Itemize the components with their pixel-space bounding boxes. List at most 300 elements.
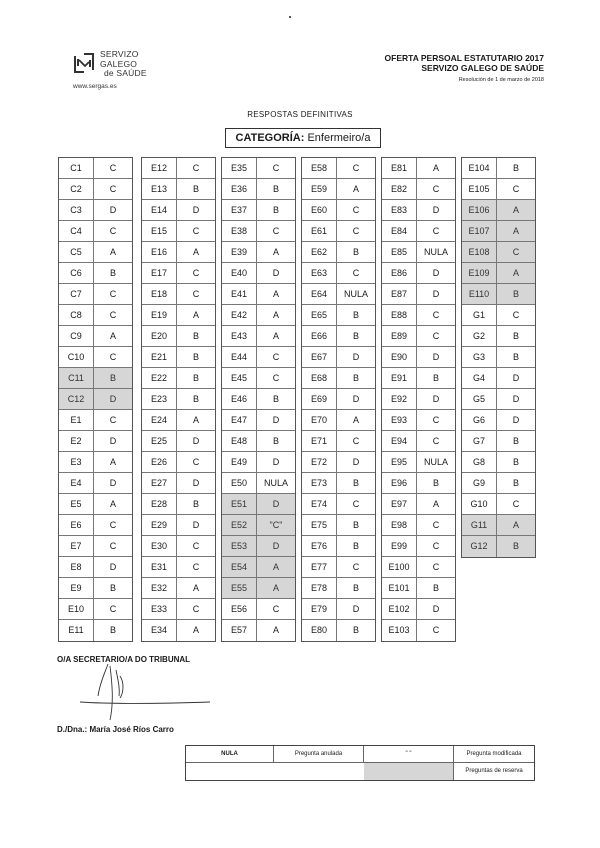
- answer-value: A: [497, 263, 535, 283]
- answer-column: [221, 157, 296, 642]
- answer-row: [382, 599, 455, 620]
- answer-row: [302, 578, 375, 599]
- answer-row: [142, 326, 215, 347]
- answer-row: [382, 284, 455, 305]
- question-number: E48: [222, 431, 257, 451]
- answer-value: D: [352, 394, 360, 404]
- answer-row: [222, 389, 295, 410]
- answer-row: [302, 326, 375, 347]
- answer-value: NULA: [423, 457, 448, 467]
- answer-value: D: [272, 415, 280, 425]
- answer-value: B: [352, 478, 359, 488]
- answer-value: C: [352, 268, 360, 278]
- answer-value: C: [432, 331, 440, 341]
- question-number: E29: [142, 515, 177, 535]
- answer-row: [142, 494, 215, 515]
- answer-value: D: [512, 373, 520, 383]
- answer-value: C: [109, 310, 117, 320]
- question-number: E61: [302, 221, 337, 241]
- answer-value: C: [109, 415, 117, 425]
- answer-value: B: [512, 478, 519, 488]
- question-number: E83: [382, 200, 417, 220]
- answer-row: [222, 599, 295, 620]
- answer-value: A: [272, 331, 279, 341]
- question-number: E32: [142, 578, 177, 598]
- question-number: E19: [142, 305, 177, 325]
- question-number: E44: [222, 347, 257, 367]
- answer-value: B: [192, 394, 199, 404]
- answer-value: D: [192, 520, 200, 530]
- answer-row: [462, 263, 535, 284]
- answer-row: [142, 158, 215, 179]
- answer-value: C: [109, 226, 117, 236]
- answer-row: [59, 263, 132, 284]
- question-number: E41: [222, 284, 257, 304]
- answer-row: [222, 200, 295, 221]
- answer-value: D: [432, 268, 440, 278]
- answer-row: [302, 158, 375, 179]
- question-number: E31: [142, 557, 177, 577]
- question-number: E97: [382, 494, 417, 514]
- logo-line1: SERVIZO: [100, 49, 139, 59]
- answer-value: B: [109, 583, 116, 593]
- answer-row: [59, 536, 132, 557]
- answer-row: [222, 536, 295, 557]
- question-number: E6: [59, 515, 94, 535]
- answer-row: [462, 158, 535, 179]
- question-number: E11: [59, 620, 94, 641]
- answer-value: C: [272, 226, 280, 236]
- answer-row: [59, 515, 132, 536]
- answer-value: B: [352, 625, 359, 635]
- answer-value: C: [352, 499, 360, 509]
- answer-row: [302, 599, 375, 620]
- question-number: E7: [59, 536, 94, 556]
- question-number: G12: [462, 536, 497, 557]
- question-number: E104: [462, 158, 497, 178]
- answer-row: [462, 284, 535, 305]
- answer-row: [382, 473, 455, 494]
- answer-row: [302, 242, 375, 263]
- answer-value: D: [257, 536, 295, 556]
- answer-row: [302, 557, 375, 578]
- answer-row: [142, 242, 215, 263]
- legend-reserve-swatch: [364, 763, 454, 780]
- question-number: C4: [59, 221, 94, 241]
- answer-row: [222, 494, 295, 515]
- answer-row: [142, 431, 215, 452]
- answer-row: [59, 347, 132, 368]
- answer-row: [462, 431, 535, 452]
- answer-row: [382, 263, 455, 284]
- answer-row: [302, 368, 375, 389]
- answer-value: C: [432, 415, 440, 425]
- handwritten-signature: [70, 662, 230, 726]
- question-number: E80: [302, 620, 337, 641]
- question-number: E63: [302, 263, 337, 283]
- question-number: E103: [382, 620, 417, 641]
- answer-row: [222, 242, 295, 263]
- answer-value: D: [432, 352, 440, 362]
- answer-row: [142, 305, 215, 326]
- question-number: E42: [222, 305, 257, 325]
- answer-value: B: [512, 163, 519, 173]
- answer-row: [382, 557, 455, 578]
- answer-value: C: [109, 289, 117, 299]
- question-number: E37: [222, 200, 257, 220]
- question-number: E77: [302, 557, 337, 577]
- question-number: E70: [302, 410, 337, 430]
- answer-row: [142, 410, 215, 431]
- answer-row: [302, 473, 375, 494]
- answer-row: [382, 326, 455, 347]
- question-number: C10: [59, 347, 94, 367]
- answer-row: [302, 221, 375, 242]
- question-number: E50: [222, 473, 257, 493]
- answer-value: C: [432, 541, 440, 551]
- answer-value: B: [192, 373, 199, 383]
- question-number: C1: [59, 158, 94, 178]
- answer-value: A: [352, 184, 359, 194]
- answer-row: [382, 347, 455, 368]
- answer-column: [58, 157, 133, 642]
- question-number: E14: [142, 200, 177, 220]
- answer-value: D: [94, 389, 132, 409]
- question-number: E91: [382, 368, 417, 388]
- answer-value: A: [497, 515, 535, 535]
- answer-value: B: [192, 499, 199, 509]
- answer-value: D: [109, 478, 117, 488]
- answer-value: C: [109, 163, 117, 173]
- answer-row: [382, 452, 455, 473]
- answer-row: [462, 410, 535, 431]
- answer-column: [301, 157, 376, 642]
- question-number: G5: [462, 389, 497, 409]
- answer-row: [222, 305, 295, 326]
- page-subtitle: RESPOSTAS DEFINITIVAS: [247, 110, 353, 119]
- question-number: E17: [142, 263, 177, 283]
- document-header: [385, 53, 544, 85]
- legend-nula-desc: Pregunta anulada: [274, 746, 364, 762]
- legend-mod-mark: " ": [364, 746, 454, 762]
- answer-value: C: [432, 184, 440, 194]
- answer-row: [142, 620, 215, 641]
- question-number: E69: [302, 389, 337, 409]
- answer-row: [142, 389, 215, 410]
- answer-row: [382, 431, 455, 452]
- question-number: E52: [222, 515, 257, 535]
- question-number: E10: [59, 599, 94, 619]
- answer-value: A: [109, 331, 116, 341]
- question-number: G6: [462, 410, 497, 430]
- answer-value: D: [512, 394, 520, 404]
- question-number: E84: [382, 221, 417, 241]
- question-number: E39: [222, 242, 257, 262]
- answer-row: [222, 515, 295, 536]
- answer-value: B: [512, 331, 519, 341]
- answer-row: [302, 389, 375, 410]
- answer-value: B: [352, 583, 359, 593]
- question-number: E66: [302, 326, 337, 346]
- answer-row: [59, 389, 132, 410]
- answer-value: C: [192, 163, 200, 173]
- answer-row: [142, 473, 215, 494]
- answer-value: C: [192, 457, 200, 467]
- answer-row: [222, 347, 295, 368]
- question-number: G9: [462, 473, 497, 493]
- question-number: C2: [59, 179, 94, 199]
- answer-value: C: [109, 541, 117, 551]
- question-number: G3: [462, 347, 497, 367]
- answer-row: [462, 494, 535, 515]
- question-number: E4: [59, 473, 94, 493]
- answer-row: [142, 515, 215, 536]
- question-number: C7: [59, 284, 94, 304]
- answer-value: A: [257, 557, 295, 577]
- answer-value: A: [109, 457, 116, 467]
- answer-row: [382, 242, 455, 263]
- signature-title: O/A SECRETARIO/A DO TRIBUNAL: [57, 655, 191, 664]
- question-number: E79: [302, 599, 337, 619]
- legend-row: [186, 763, 534, 780]
- question-number: E45: [222, 368, 257, 388]
- answer-value: C: [432, 625, 440, 635]
- question-number: E85: [382, 242, 417, 262]
- question-number: E28: [142, 494, 177, 514]
- answer-value: B: [192, 184, 199, 194]
- answer-row: [59, 431, 132, 452]
- answer-row: [142, 284, 215, 305]
- question-number: E81: [382, 158, 417, 178]
- answer-value: A: [192, 247, 199, 257]
- answer-value: D: [109, 562, 117, 572]
- answer-value: C: [497, 242, 535, 262]
- question-number: E87: [382, 284, 417, 304]
- answer-value: B: [109, 268, 116, 278]
- answer-row: [222, 410, 295, 431]
- question-number: E9: [59, 578, 94, 598]
- answer-value: B: [512, 436, 519, 446]
- answer-row: [382, 221, 455, 242]
- question-number: E36: [222, 179, 257, 199]
- answer-value: A: [109, 247, 116, 257]
- answer-row: [59, 284, 132, 305]
- question-number: E30: [142, 536, 177, 556]
- question-number: E60: [302, 200, 337, 220]
- answer-value: A: [257, 578, 295, 598]
- scan-speck: [289, 16, 291, 18]
- answer-value: A: [272, 247, 279, 257]
- answer-row: [222, 557, 295, 578]
- answer-value: D: [257, 494, 295, 514]
- answer-row: [462, 389, 535, 410]
- answer-value: B: [272, 394, 279, 404]
- question-number: E72: [302, 452, 337, 472]
- question-number: E74: [302, 494, 337, 514]
- answer-row: [382, 179, 455, 200]
- question-number: E15: [142, 221, 177, 241]
- question-number: E106: [462, 200, 497, 220]
- answer-value: C: [192, 562, 200, 572]
- answer-row: [59, 620, 132, 641]
- question-number: E1: [59, 410, 94, 430]
- question-number: E75: [302, 515, 337, 535]
- answer-row: [142, 368, 215, 389]
- answer-row: [59, 326, 132, 347]
- answer-value: B: [512, 352, 519, 362]
- question-number: G10: [462, 494, 497, 514]
- answer-row: [142, 557, 215, 578]
- question-number: E27: [142, 473, 177, 493]
- answer-row: [142, 452, 215, 473]
- answer-value: D: [109, 436, 117, 446]
- answer-value: B: [432, 583, 439, 593]
- answer-value: B: [352, 310, 359, 320]
- question-number: E89: [382, 326, 417, 346]
- answer-value: B: [432, 478, 439, 488]
- answer-row: [142, 578, 215, 599]
- answer-row: [59, 599, 132, 620]
- question-number: E56: [222, 599, 257, 619]
- answer-row: [142, 347, 215, 368]
- answer-column: [461, 157, 536, 558]
- question-number: E20: [142, 326, 177, 346]
- question-number: C5: [59, 242, 94, 262]
- answer-row: [59, 410, 132, 431]
- answer-value: B: [352, 373, 359, 383]
- question-number: C6: [59, 263, 94, 283]
- question-number: E49: [222, 452, 257, 472]
- answer-row: [382, 389, 455, 410]
- answer-row: [142, 200, 215, 221]
- question-number: E43: [222, 326, 257, 346]
- question-number: E12: [142, 158, 177, 178]
- question-number: C12: [59, 389, 94, 409]
- logo-text: [100, 50, 147, 79]
- answer-row: [382, 200, 455, 221]
- answer-value: D: [352, 352, 360, 362]
- answer-row: [382, 536, 455, 557]
- answer-value: D: [192, 205, 200, 215]
- answer-value: A: [497, 221, 535, 241]
- question-number: G8: [462, 452, 497, 472]
- answer-row: [382, 158, 455, 179]
- answer-value: A: [432, 499, 439, 509]
- answer-row: [222, 578, 295, 599]
- answer-value: B: [352, 247, 359, 257]
- question-number: E90: [382, 347, 417, 367]
- answer-value: A: [109, 499, 116, 509]
- answer-value: C: [512, 499, 520, 509]
- answer-value: A: [432, 163, 439, 173]
- question-number: C11: [59, 368, 94, 388]
- answer-row: [462, 221, 535, 242]
- signature-name: D./Dna.: María José Ríos Carro: [57, 725, 174, 734]
- header-line2: SERVIZO GALEGO DE SAÚDE: [421, 63, 544, 73]
- question-number: E58: [302, 158, 337, 178]
- question-number: E96: [382, 473, 417, 493]
- answer-value: B: [497, 284, 535, 304]
- answer-value: D: [192, 436, 200, 446]
- answer-value: C: [192, 289, 200, 299]
- answer-value: A: [192, 415, 199, 425]
- question-number: E76: [302, 536, 337, 556]
- answer-row: [222, 368, 295, 389]
- answer-row: [59, 494, 132, 515]
- question-number: E68: [302, 368, 337, 388]
- answer-value: C: [352, 226, 360, 236]
- question-number: E16: [142, 242, 177, 262]
- question-number: E86: [382, 263, 417, 283]
- question-number: E8: [59, 557, 94, 577]
- question-number: E35: [222, 158, 257, 178]
- question-number: E100: [382, 557, 417, 577]
- question-number: E109: [462, 263, 497, 283]
- legend-row: [186, 746, 534, 763]
- question-number: G1: [462, 305, 497, 325]
- answer-value: B: [94, 368, 132, 388]
- answer-value: B: [352, 520, 359, 530]
- question-number: E88: [382, 305, 417, 325]
- answer-column: [381, 157, 456, 642]
- answer-value: D: [272, 268, 280, 278]
- answer-value: A: [272, 289, 279, 299]
- legend-nula: NULA: [186, 746, 274, 762]
- answer-value: C: [432, 520, 440, 530]
- question-number: E18: [142, 284, 177, 304]
- question-number: E67: [302, 347, 337, 367]
- category-value: Enfermeiro/a: [307, 132, 371, 144]
- answer-row: [59, 305, 132, 326]
- answer-row: [142, 221, 215, 242]
- answer-value: D: [432, 205, 440, 215]
- answer-row: [222, 452, 295, 473]
- answer-value: D: [352, 604, 360, 614]
- answer-row: [222, 263, 295, 284]
- answer-row: [302, 347, 375, 368]
- category-box: [225, 128, 381, 148]
- answer-value: C: [432, 226, 440, 236]
- answer-column: [141, 157, 216, 642]
- answer-value: C: [352, 436, 360, 446]
- question-number: E21: [142, 347, 177, 367]
- answer-row: [222, 221, 295, 242]
- answer-row: [59, 221, 132, 242]
- answer-value: B: [272, 436, 279, 446]
- answer-row: [302, 305, 375, 326]
- answer-value: D: [432, 394, 440, 404]
- sergas-logo-icon: [73, 52, 95, 74]
- question-number: E5: [59, 494, 94, 514]
- question-number: E105: [462, 179, 497, 199]
- logo-line2: GALEGO: [100, 58, 138, 69]
- question-number: E25: [142, 431, 177, 451]
- answer-value: D: [432, 604, 440, 614]
- question-number: E82: [382, 179, 417, 199]
- answer-row: [382, 620, 455, 641]
- answer-row: [142, 179, 215, 200]
- answer-value: B: [352, 541, 359, 551]
- question-number: E94: [382, 431, 417, 451]
- answer-value: C: [512, 310, 520, 320]
- question-number: E34: [142, 620, 177, 641]
- answer-value: C: [192, 226, 200, 236]
- question-number: E98: [382, 515, 417, 535]
- answer-row: [59, 179, 132, 200]
- question-number: G2: [462, 326, 497, 346]
- answer-value: A: [192, 625, 199, 635]
- question-number: E93: [382, 410, 417, 430]
